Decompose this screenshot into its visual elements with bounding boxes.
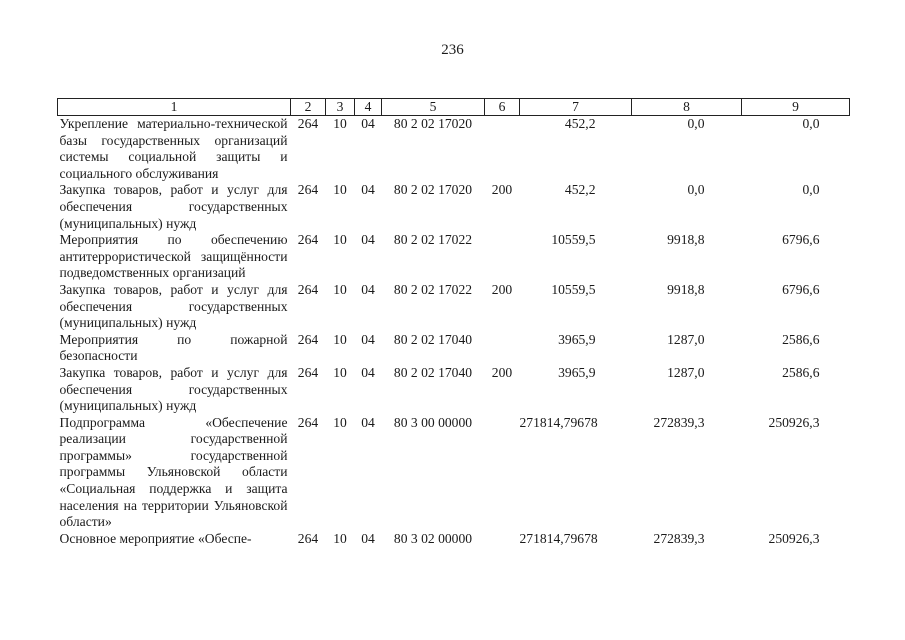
cell-value-8: 272839,3 [653, 414, 705, 430]
cell-code-2: 264 [297, 414, 319, 430]
cell-code-4: 04 [361, 232, 375, 248]
cell-code-4: 04 [361, 414, 375, 430]
cell-code-3: 10 [333, 530, 347, 546]
cell-value-9: 250926,3 [768, 530, 820, 546]
cell-code-4: 04 [361, 331, 375, 347]
cell-code-3: 10 [333, 116, 347, 131]
cell-code-5: 80 2 02 17022 [393, 281, 473, 297]
column-header-5: 5 [382, 99, 485, 116]
table-row [58, 365, 850, 415]
cell-code-6 [485, 531, 520, 548]
cell-code-2: 264 [297, 281, 319, 297]
cell-code-2: 264 [297, 182, 319, 198]
cell-code-6 [485, 332, 520, 365]
column-header-3: 3 [326, 99, 355, 116]
cell-value-7: 271814,79678 [519, 414, 598, 430]
cell-code-6 [485, 415, 520, 531]
cell-value-9: 2586,6 [782, 364, 820, 380]
cell-code-2: 264 [297, 364, 319, 380]
cell-code-3: 10 [333, 281, 347, 297]
cell-code-3: 10 [333, 232, 347, 248]
column-header-1: 1 [58, 99, 291, 116]
row-name: Мероприятия по пожарной безопасности [59, 331, 288, 364]
cell-code-3: 10 [333, 414, 347, 430]
cell-value-7: 3965,9 [558, 331, 596, 347]
cell-value-8: 0,0 [687, 116, 705, 131]
cell-code-3: 10 [333, 364, 347, 380]
table-row [58, 282, 850, 332]
column-header-2: 2 [291, 99, 326, 116]
column-header-8: 8 [632, 99, 742, 116]
cell-code-2: 264 [297, 116, 319, 131]
cell-value-7: 3965,9 [558, 364, 596, 380]
cell-code-3: 10 [333, 331, 347, 347]
cell-value-7: 271814,79678 [519, 530, 598, 546]
cell-code-4: 04 [361, 364, 375, 380]
cell-code-5: 80 2 02 17020 [393, 182, 473, 198]
row-name: Подпрограмма «Обеспечение реализации государственной программы» государственной программы Ульяновской области «Социальная поддержка и защита населения на территории Ульяновской области» [59, 414, 288, 530]
cell-value-9: 0,0 [802, 182, 820, 198]
cell-value-7: 10559,5 [551, 232, 596, 248]
cell-code-5: 80 3 02 00000 [393, 530, 473, 546]
table-row [58, 182, 850, 232]
cell-value-9: 2586,6 [782, 331, 820, 347]
table-row [58, 415, 850, 531]
cell-code-5: 80 2 02 17022 [393, 232, 473, 248]
cell-code-2: 264 [297, 530, 319, 546]
cell-code-6 [485, 116, 520, 183]
row-name: Мероприятия по обеспечению антитеррористической защищённости подведомственных организаций [59, 232, 288, 281]
row-name: Укрепление материально-технической базы государственных организаций системы социальной защиты и социального обслуживания [59, 116, 288, 181]
budget-table [57, 98, 850, 547]
column-header-6: 6 [485, 99, 520, 116]
row-name: Закупка товаров, работ и услуг для обеспечения государственных (муниципальных) нужд [59, 281, 288, 331]
cell-code-4: 04 [361, 182, 375, 198]
cell-code-4: 04 [361, 281, 375, 297]
cell-code-6: 200 [491, 364, 513, 380]
cell-value-7: 10559,5 [551, 281, 596, 297]
cell-code-5: 80 2 02 17040 [393, 331, 473, 347]
cell-code-6: 200 [491, 182, 513, 198]
row-name: Закупка товаров, работ и услуг для обеспечения государственных (муниципальных) нужд [59, 182, 288, 231]
table-row [58, 332, 850, 365]
cell-code-6: 200 [491, 281, 513, 297]
cell-value-8: 1287,0 [667, 364, 705, 380]
cell-value-9: 6796,6 [782, 232, 820, 248]
column-header-9: 9 [742, 99, 850, 116]
row-name: Закупка товаров, работ и услуг для обеспечения государственных (муниципальных) нужд [59, 364, 288, 414]
cell-value-8: 0,0 [687, 182, 705, 198]
cell-value-9: 250926,3 [768, 414, 820, 430]
cell-code-4: 04 [361, 116, 375, 131]
cell-value-9: 6796,6 [782, 281, 820, 297]
cell-code-6 [485, 232, 520, 282]
cell-code-3: 10 [333, 182, 347, 198]
row-name: Основное мероприятие «Обеспе- [59, 530, 252, 546]
table-row [58, 116, 850, 183]
cell-code-4: 04 [361, 530, 375, 546]
column-header-7: 7 [520, 99, 632, 116]
table-header-row [58, 99, 850, 116]
page-number: 236 [441, 42, 464, 58]
cell-code-5: 80 2 02 17020 [393, 116, 473, 131]
table-row [58, 232, 850, 282]
cell-code-2: 264 [297, 232, 319, 248]
cell-value-8: 1287,0 [667, 331, 705, 347]
cell-value-8: 9918,8 [667, 281, 705, 297]
cell-code-5: 80 3 00 00000 [393, 414, 473, 430]
cell-value-8: 9918,8 [667, 232, 705, 248]
cell-value-7: 452,2 [564, 116, 596, 131]
cell-value-9: 0,0 [802, 116, 820, 131]
cell-value-8: 272839,3 [653, 530, 705, 546]
cell-code-2: 264 [297, 331, 319, 347]
table-row [58, 531, 850, 548]
cell-code-5: 80 2 02 17040 [393, 364, 473, 380]
column-header-4: 4 [355, 99, 382, 116]
cell-value-7: 452,2 [564, 182, 596, 198]
